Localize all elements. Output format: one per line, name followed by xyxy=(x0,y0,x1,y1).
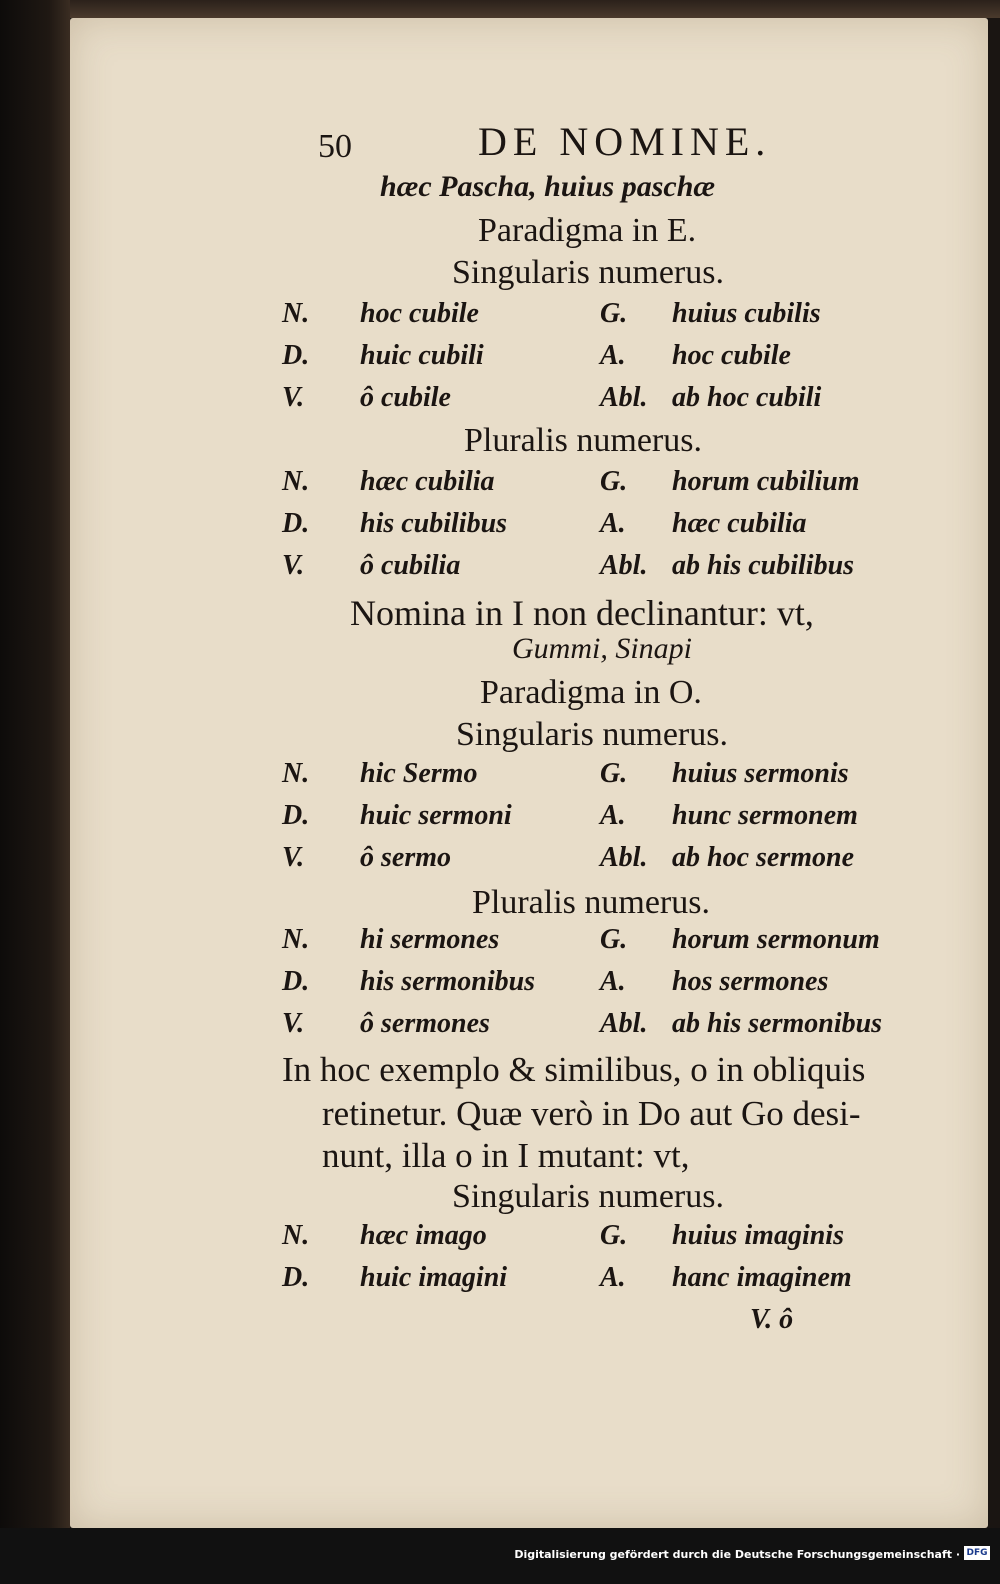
page-top-edge xyxy=(70,0,1000,18)
word-form: ô sermo xyxy=(360,842,451,873)
word-form: hoc cubile xyxy=(672,340,791,371)
word-form: huius sermonis xyxy=(672,758,849,789)
word-form: ab his cubilibus xyxy=(672,550,855,581)
word-form: huic cubili xyxy=(360,340,484,371)
case-label: A. xyxy=(600,800,626,831)
case-label: N. xyxy=(282,1220,310,1251)
word-form: huic sermoni xyxy=(360,800,512,831)
case-label: Abl. xyxy=(600,1008,648,1039)
case-label: N. xyxy=(282,924,310,955)
word-form: hæc imago xyxy=(360,1220,487,1251)
word-form: ô cubile xyxy=(360,382,451,413)
word-form: hic Sermo xyxy=(360,758,478,789)
heading-singularis-2: Singularis numerus. xyxy=(456,716,728,753)
case-label: N. xyxy=(282,466,310,497)
running-title: DE NOMINE. xyxy=(478,119,772,164)
case-label: D. xyxy=(282,340,310,371)
book-spine xyxy=(0,0,70,1584)
case-label: A. xyxy=(600,966,626,997)
word-form: hæc cubilia xyxy=(672,508,807,539)
case-label: N. xyxy=(282,298,310,329)
example-words: Gummi, Sinapi xyxy=(512,632,692,665)
case-label: Abl. xyxy=(600,382,648,413)
word-form: ô cubilia xyxy=(360,550,461,581)
word-form: huius imaginis xyxy=(672,1220,844,1251)
case-label: V. xyxy=(282,1008,305,1039)
case-label: V. xyxy=(282,842,305,873)
heading-singularis: Singularis numerus. xyxy=(452,254,724,291)
heading-paradigma-e: Paradigma in E. xyxy=(478,212,697,249)
case-label: Abl. xyxy=(600,550,648,581)
word-form: his sermonibus xyxy=(360,966,536,997)
word-form: ab hoc cubili xyxy=(672,382,822,413)
case-label: D. xyxy=(282,508,310,539)
case-label: N. xyxy=(282,758,310,789)
heading-paradigma-o: Paradigma in O. xyxy=(480,674,702,711)
word-form: hi sermones xyxy=(360,924,500,955)
word-form: his cubilibus xyxy=(360,508,508,539)
word-form: hæc cubilia xyxy=(360,466,495,497)
catchword: V. ô xyxy=(750,1304,794,1335)
case-label: Abl. xyxy=(600,842,648,873)
heading-pluralis-2: Pluralis numerus. xyxy=(472,884,710,921)
paragraph-line-3: nunt, illa o in I mutant: vt, xyxy=(322,1136,690,1175)
word-form: ab his sermonibus xyxy=(672,1008,883,1039)
word-form: hanc imaginem xyxy=(672,1262,852,1293)
case-label: G. xyxy=(600,924,628,955)
word-form: hoc cubile xyxy=(360,298,479,329)
word-form: hos sermones xyxy=(672,966,829,997)
paragraph-line-1: In hoc exemplo & similibus, o in obliquis xyxy=(282,1050,866,1089)
word-form: huic imagini xyxy=(360,1262,508,1293)
case-label: G. xyxy=(600,466,628,497)
digitization-credit: Digitalisierung gefördert durch die Deutsche Forschungsgemeinschaft · xyxy=(514,1548,960,1561)
case-label: G. xyxy=(600,298,628,329)
word-form: horum sermonum xyxy=(672,924,880,955)
dfg-logo: DFG xyxy=(964,1546,990,1560)
word-form: horum cubilium xyxy=(672,466,860,497)
case-label: V. xyxy=(282,550,305,581)
case-label: A. xyxy=(600,508,626,539)
page-number: 50 xyxy=(318,128,352,165)
word-form: huius cubilis xyxy=(672,298,821,329)
case-label: G. xyxy=(600,1220,628,1251)
heading-singularis-3: Singularis numerus. xyxy=(452,1178,724,1215)
case-label: G. xyxy=(600,758,628,789)
case-label: V. xyxy=(282,382,305,413)
paragraph-line-2: retinetur. Quæ verò in Do aut Go desi- xyxy=(322,1094,861,1133)
case-label: D. xyxy=(282,800,310,831)
word-form: ab hoc sermone xyxy=(672,842,854,873)
case-label: A. xyxy=(600,1262,626,1293)
case-label: D. xyxy=(282,966,310,997)
word-form: ô sermones xyxy=(360,1008,490,1039)
case-label: A. xyxy=(600,340,626,371)
heading-pluralis: Pluralis numerus. xyxy=(464,422,702,459)
nomina-in-i-line: Nomina in I non declinantur: vt, xyxy=(350,593,814,633)
pascha-line: hæc Pascha, huius paschæ xyxy=(380,170,716,203)
case-label: D. xyxy=(282,1262,310,1293)
word-form: hunc sermonem xyxy=(672,800,858,831)
